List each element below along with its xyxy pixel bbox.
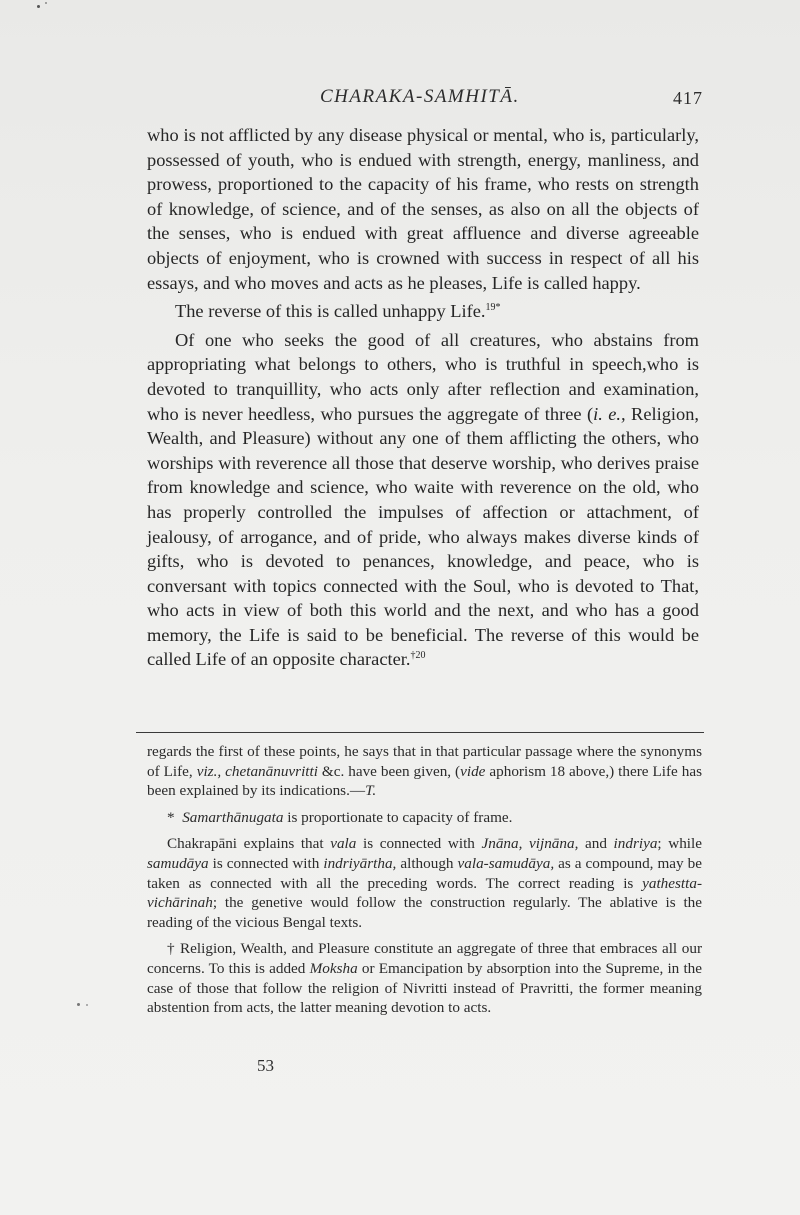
italic-term: viz., <box>196 762 222 780</box>
note-text: aphorism 18 above,) there Life has been explained by its indications.— <box>147 762 702 800</box>
footnotes <box>147 742 702 1018</box>
paragraph-text: Of one who seeks the good of all creatures, who abstains from appropriating what belongs to others, who is truthful in speech,who is devoted to tranquillity, who acts only after reflection and examination, who is never heedless, who pursues the aggregate of three ( <box>147 329 699 424</box>
note-text: regards the first of these points, he says that in that particular passage where the synonyms of Life, <box>147 743 702 780</box>
note-text: Chakrapāni explains that <box>167 835 331 853</box>
note-text: ; while <box>657 835 702 853</box>
italic-term: T. <box>365 782 377 800</box>
note-text: and <box>578 835 614 853</box>
note-text: as a compound, may be taken as connected with all the preceding words. The correct reading is <box>147 854 702 892</box>
paragraph-unhappy-life <box>147 299 699 324</box>
italic-term: indriya <box>613 835 658 853</box>
italic-term: indriyārtha, <box>323 854 397 872</box>
footnote-marker: 19* <box>485 302 501 314</box>
italic-term: vide <box>460 762 486 780</box>
italic-ie: i. e., <box>593 403 626 424</box>
italic-term: samudāya <box>147 854 209 872</box>
paragraph-happy-life: who is not afflicted by any disease physical or mental, who is, particularly, possessed of youth, who is endued with strength, energy, manliness, and prowess, proportioned to the capacity of his frame, who rests on strength of knowledge, of science, and of the senses, as also on all the objects of the senses, who is endued with great affluence and diverse agreeable objects of enjoyment, who is crowned with success in respect of all his essays, and who moves and acts as he pleases, Life is called happy. <box>147 125 699 293</box>
asterisk-marker: * <box>167 808 175 826</box>
note-text: is connected with <box>356 835 482 853</box>
italic-term: Jnāna, <box>481 835 523 853</box>
italic-term: vala-samudāya, <box>457 854 555 872</box>
italic-term: Samarthānugata <box>182 808 284 826</box>
paragraph-text: Religion, Wealth, and Pleasure) without any one of them afflicting the others, who worships with reverence all those that deserve worship, who derives praise from knowledge and science, who waite with reverence on the old, who has properly controlled the impulses of affection or attachment, of jealousy, of arrogance, and of pride, who always makes diverse kinds of gifts, who is devoted to penances, knowledge, and peace, who is conversant with topics connected with the Soul, who is devoted to That, who acts in view of both this world and the next, and who has a good memory, the Life is said to be beneficial. The reverse of this would be called Life of an opposite character. <box>147 403 699 670</box>
note-text: ; the genetive would follow the construction regularly. The ablative is the reading of the vicious Bengal texts. <box>147 894 702 931</box>
footnote-rule <box>136 732 704 733</box>
paragraph-text: The reverse of this is called unhappy Life. <box>175 301 486 322</box>
paper-speck <box>37 5 40 8</box>
footnote-dagger <box>147 939 702 1017</box>
italic-term: chetanānuvritti <box>225 762 318 780</box>
running-head <box>0 86 800 112</box>
running-title: CHARAKA-SAMHITĀ. <box>320 86 520 107</box>
note-text: &c. have been given, ( <box>317 762 461 780</box>
paper-speck <box>86 1004 88 1006</box>
footnote-star <box>147 808 702 828</box>
note-text: is connected with <box>208 854 324 872</box>
paper-speck <box>45 2 47 4</box>
paper-speck <box>77 1003 80 1006</box>
note-text: Religion, Wealth, and Pleasure constitute an aggregate of three that embraces all our concerns. To this is added <box>147 940 703 977</box>
italic-term: vala <box>330 835 357 853</box>
note-text: is proportionate to capacity of frame. <box>283 808 513 826</box>
signature-mark: 53 <box>257 1056 274 1075</box>
italic-term: Moksha <box>309 959 358 977</box>
footnote-chakrapani <box>147 834 702 932</box>
paragraph-beneficial-life <box>147 328 699 672</box>
page-number: 417 <box>673 88 703 108</box>
italic-term: yathestta-vichārinah <box>147 874 702 912</box>
italic-term: vijnāna, <box>529 835 579 853</box>
footnote-marker: †20 <box>410 650 426 662</box>
note-text: although <box>396 854 458 872</box>
body-text <box>147 123 699 672</box>
footnote-continued <box>147 742 702 801</box>
dagger-marker: † <box>167 940 176 958</box>
note-text: or Emancipation by absorption into the Supreme, in the case of those that follow the religion of Nivritti instead of Pravritti, the former meaning abstention from acts, the latter meaning devotion to acts. <box>147 959 702 1017</box>
